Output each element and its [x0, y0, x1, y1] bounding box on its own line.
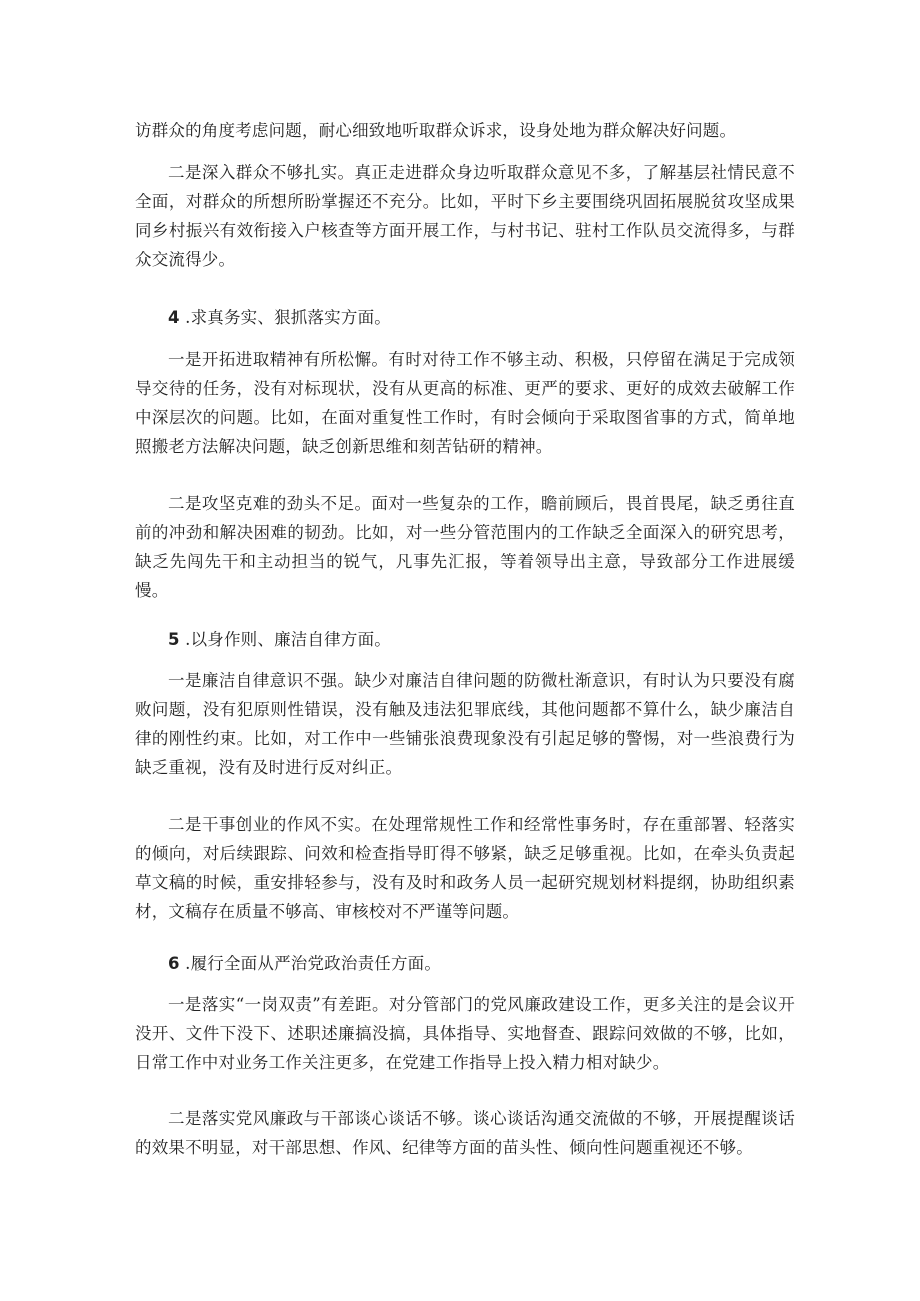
section-heading-6	[168, 949, 788, 978]
paragraph-tackling-difficulties: 二是攻坚克难的劲头不足。面对一些复杂的工作，瞻前顾后，畏首畏尾，缺乏勇往直前的冲劲和解决困难的韧劲。比如，对一些分管范围内的工作缺乏全面深入的研究思考，缺乏先闯先干和主动担当的锐气，凡事先汇报，等着领导出主意，导致部分工作进展缓慢。	[135, 494, 795, 600]
paragraph-continuation: 访群众的角度考虑问题，耐心细致地听取群众诉求，设身处地为群众解决好问题。	[135, 121, 737, 140]
paragraph-one-post-two-duties: 一是落实“一岗双责”有差距。对分管部门的党风廉政建设工作，更多关注的是会议开没开、文件下没下、述职述廉搞没搞，具体指导、实地督查、跟踪问效做的不够，比如，日常工作中对业务工作关注更多，在党建工作指导上投入精力相对缺少。	[135, 995, 795, 1072]
paragraph-deep-contact-masses: 二是深入群众不够扎实。真正走进群众身边听取群众意见不多，了解基层社情民意不全面，对群众的所想所盼掌握还不充分。比如，平时下乡主要围绕巩固拓展脱贫攻坚成果同乡村振兴有效衔接入户核查等方面开展工作，与村书记、驻村工作队员交流得多，与群众交流得少。	[135, 163, 795, 269]
section-heading-4	[168, 303, 788, 332]
section-title-4: .求真务实、狠抓落实方面。	[179, 308, 391, 327]
section-number-4: 4	[168, 308, 180, 327]
section-title-5: .以身作则、廉洁自律方面。	[179, 630, 391, 649]
section-title-6: .履行全面从严治党政治责任方面。	[179, 954, 442, 973]
paragraph-pioneering-spirit: 一是开拓进取精神有所松懈。有时对待工作不够主动、积极，只停留在满足于完成领导交待的任务，没有对标现状，没有从更高的标准、更严的要求、更好的成效去破解工作中深层次的问题。比如，在面对重复性工作时，有时会倾向于采取图省事的方式，简单地照搬老方法解决问题，缺乏创新思维和刻苦钻研的精神。	[135, 350, 795, 456]
paragraph-integrity-awareness: 一是廉洁自律意识不强。缺少对廉洁自律问题的防微杜渐意识，有时认为只要没有腐败问题，没有犯原则性错误，没有触及违法犯罪底线，其他问题都不算什么，缺少廉洁自律的刚性约束。比如，对工作中一些铺张浪费现象没有引起足够的警惕，对一些浪费行为缺乏重视，没有及时进行反对纠正。	[135, 671, 795, 777]
section-number-5: 5	[168, 630, 180, 649]
paragraph-work-style: 二是干事创业的作风不实。在处理常规性工作和经常性事务时，存在重部署、轻落实的倾向，对后续跟踪、问效和检查指导盯得不够紧，缺乏足够重视。比如，在牵头负责起草文稿的时候，重安排轻参与，没有及时和政务人员一起研究规划材料提纲，协助组织素材，文稿存在质量不够高、审核校对不严谨等问题。	[135, 815, 795, 921]
section-heading-5	[168, 625, 788, 654]
paragraph-heart-to-heart-talks: 二是落实党风廉政与干部谈心谈话不够。谈心谈话沟通交流做的不够，开展提醒谈话的效果不明显，对干部思想、作风、纪律等方面的苗头性、倾向性问题重视还不够。	[135, 1109, 795, 1157]
section-number-6: 6	[168, 954, 180, 973]
